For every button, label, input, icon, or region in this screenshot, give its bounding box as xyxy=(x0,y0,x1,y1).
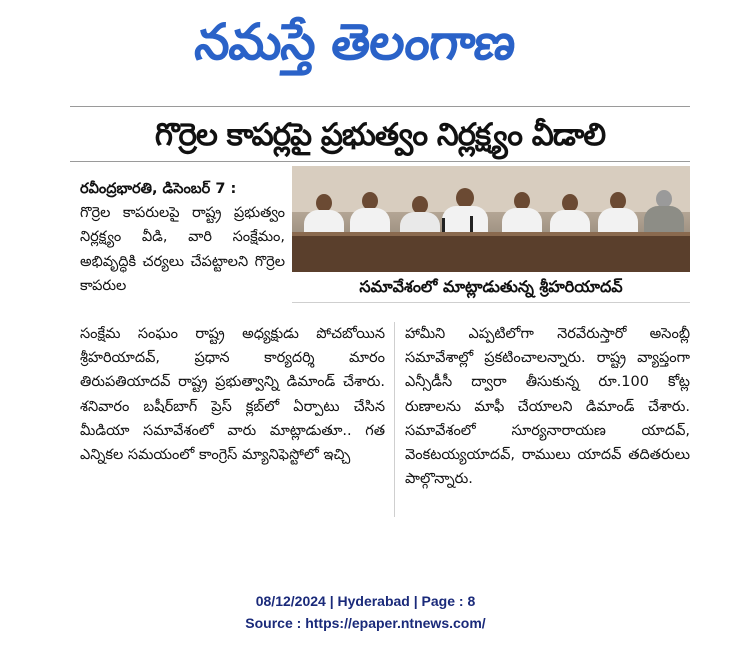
article-paragraph-b: సంక్షేమ సంఘం రాష్ట్ర అధ్యక్షుడు పోచబోయిన శ్రీహరియాదవ్, ప్రధాన కార్యదర్శి మారం తిరుపతియాదవ్ రాష్ట్ర ప్రభుత్వాన్ని డిమాండ్ చేశారు. శనివారం బషీర్‌బాగ్ ప్రెస్ క్లబ్‌లో ఏర్పాటు చేసిన మీడియా సమావేశంలో వారు మాట్లాడుతూ.. గత ఎన్నికల సమయంలో కాంగ్రెస్ మ్యానిఫెస్టోలో ఇచ్చి xyxy=(80,326,385,464)
photo-backdrop xyxy=(292,166,690,212)
article-paragraph-a: గొర్రెల కాపరులపై రాష్ట్ర ప్రభుత్వం నిర్లక్ష్యం వీడి, వారి సంక్షేమం, అభివృద్ధికి చర్యలు చేపట్టాలని గొర్రెల కాపరుల xyxy=(80,205,285,294)
photo-table xyxy=(292,232,690,272)
press-meet-photo xyxy=(292,166,690,272)
article-paragraph-c: హామీని ఎప్పటిలోగా నెరవేరుస్తారో అసెంబ్లీ సమావేశాల్లో ప్రకటించాలన్నారు. రాష్ట్ర వ్యాప్తంగా ఎన్సీడీసీ ద్వారా తీసుకున్న రూ.100 కోట్ల రుణాలను మాఫీ చేయాలని డిమాండ్ చేశారు. సమావేశంలో సూర్యనారాయణ యాదవ్, వెంకటయ్యయాదవ్, రాములు యాదవ్ తదితరులు పాల్గొన్నారు. xyxy=(405,326,690,488)
headline-top-rule xyxy=(70,106,690,107)
photo-caption: సమావేశంలో మాట్లాడుతున్న శ్రీహరియాదవ్ xyxy=(292,272,690,303)
newspaper-masthead: నమస్తే తెలంగాణ xyxy=(192,13,518,71)
article-headline: గొర్రెల కాపర్లపై ప్రభుత్వం నిర్లక్ష్యం వీడాలి xyxy=(154,117,606,153)
column-divider xyxy=(394,322,395,517)
footer-edition-info: 08/12/2024 | Hyderabad | Page : 8 xyxy=(255,593,476,609)
article-column-c xyxy=(405,322,690,491)
article-column-b xyxy=(80,322,385,467)
footer-source-link[interactable]: Source : https://epaper.ntnews.com/ xyxy=(245,615,486,631)
article-dateline: రవీంద్రభారతి, డిసెంబర్ 7 : xyxy=(80,181,237,197)
headline-bottom-rule xyxy=(70,161,690,162)
article-column-a xyxy=(80,177,285,298)
